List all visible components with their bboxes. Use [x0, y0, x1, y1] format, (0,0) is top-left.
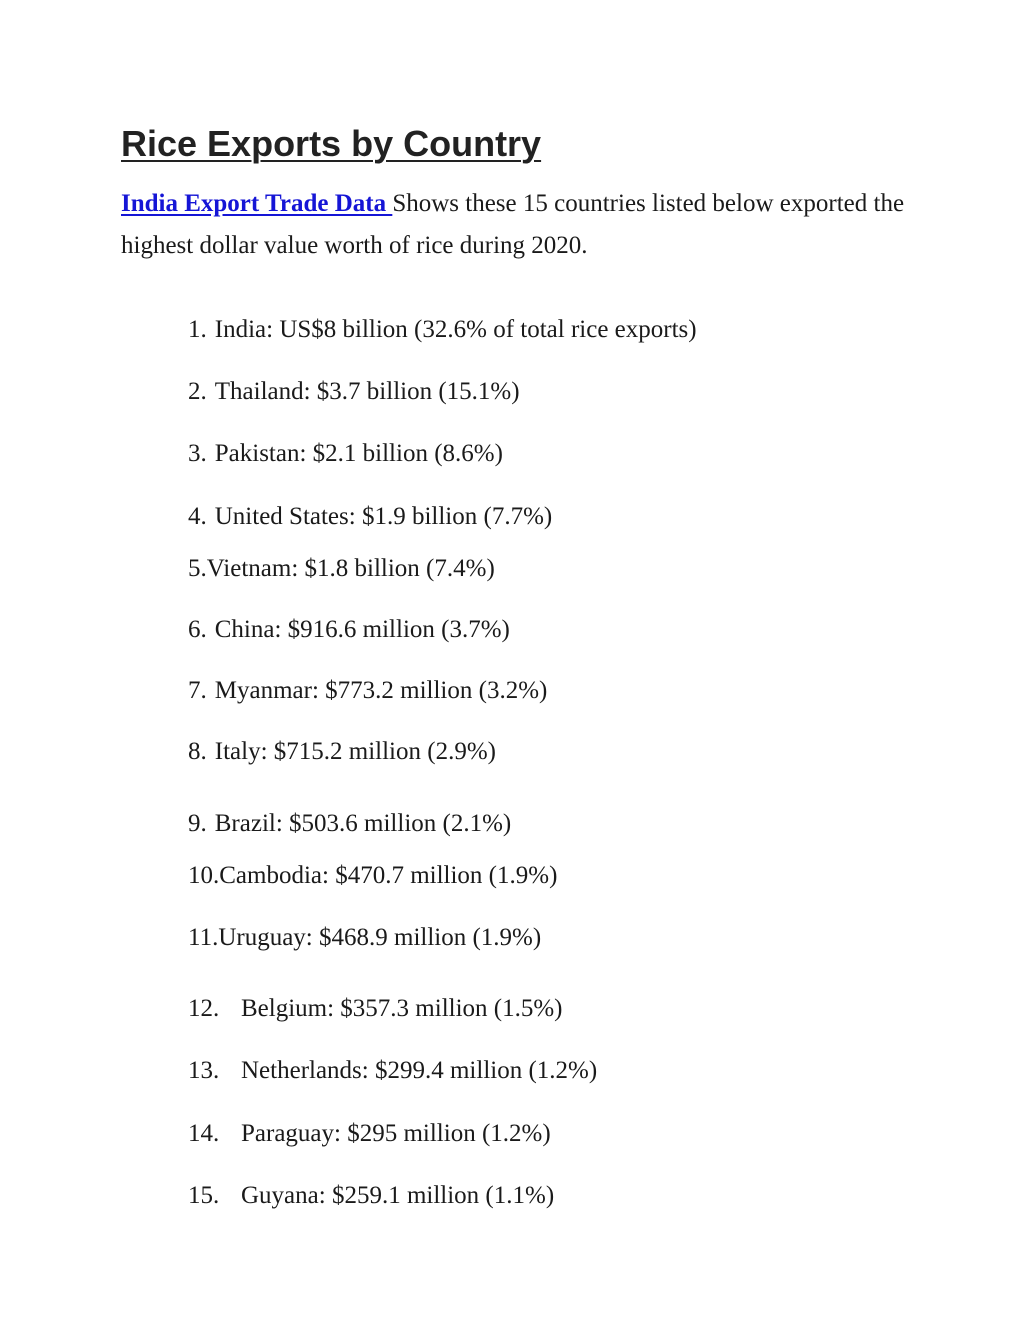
list-item-number: 2.: [188, 378, 207, 405]
list-item: [188, 923, 541, 953]
list-item: [188, 861, 557, 891]
list-item-number: 5.: [188, 555, 207, 582]
india-export-trade-data-link[interactable]: India Export Trade Data: [121, 190, 393, 217]
list-item-text: Guyana: $259.1 million (1.1%): [241, 1182, 555, 1209]
list-item-text: Italy: $715.2 million (2.9%): [214, 738, 496, 765]
list-item-number: 11.: [188, 924, 219, 951]
list-item-number: 1.: [188, 316, 207, 343]
list-item-text: Brazil: $503.6 million (2.1%): [214, 810, 512, 837]
list-item-number: 3.: [188, 440, 207, 467]
list-item-text: China: $916.6 million (3.7%): [214, 616, 510, 643]
page-title: Rice Exports by Country: [121, 123, 542, 164]
list-item-text: Cambodia: $470.7 million (1.9%): [219, 862, 558, 889]
list-item-number: 13.: [188, 1057, 220, 1084]
intro-text: Shows these 15 countries listed below exported the highest dollar value worth of rice during 2020.: [121, 190, 905, 259]
intro-paragraph: [121, 183, 921, 267]
list-item: [188, 1056, 597, 1086]
list-item: [188, 554, 495, 584]
list-item-number: 4.: [188, 503, 207, 530]
list-item-number: 12.: [188, 995, 220, 1022]
list-item: [188, 615, 510, 645]
list-item-text: Paraguay: $295 million (1.2%): [241, 1120, 551, 1147]
list-item-text: Myanmar: $773.2 million (3.2%): [214, 677, 548, 704]
list-item-number: 8.: [188, 738, 207, 765]
list-item-text: Pakistan: $2.1 billion (8.6%): [214, 440, 503, 467]
list-item-text: Thailand: $3.7 billion (15.1%): [214, 378, 520, 405]
list-item: [188, 439, 503, 469]
list-item-number: 7.: [188, 677, 207, 704]
list-item: [188, 737, 496, 767]
list-item-number: 14.: [188, 1120, 220, 1147]
list-item-number: 6.: [188, 616, 207, 643]
list-item-text: Netherlands: $299.4 million (1.2%): [241, 1057, 598, 1084]
list-item: [188, 377, 520, 407]
list-item-text: Belgium: $357.3 million (1.5%): [241, 995, 563, 1022]
list-item-text: Uruguay: $468.9 million (1.9%): [218, 924, 542, 951]
list-item: [188, 1119, 551, 1149]
list-item-text: India: US$8 billion (32.6% of total rice exports): [214, 316, 697, 343]
list-item-text: Vietnam: $1.8 billion (7.4%): [206, 555, 495, 582]
list-item: [188, 994, 563, 1024]
list-item: [188, 502, 552, 532]
list-item-number: 9.: [188, 810, 207, 837]
list-item: [188, 676, 547, 706]
list-item-number: 15.: [188, 1182, 220, 1209]
list-item: [188, 809, 511, 839]
list-item: [188, 315, 697, 345]
list-item-number: 10.: [188, 862, 220, 889]
list-item-text: United States: $1.9 billion (7.7%): [214, 503, 553, 530]
list-item: [188, 1181, 554, 1211]
